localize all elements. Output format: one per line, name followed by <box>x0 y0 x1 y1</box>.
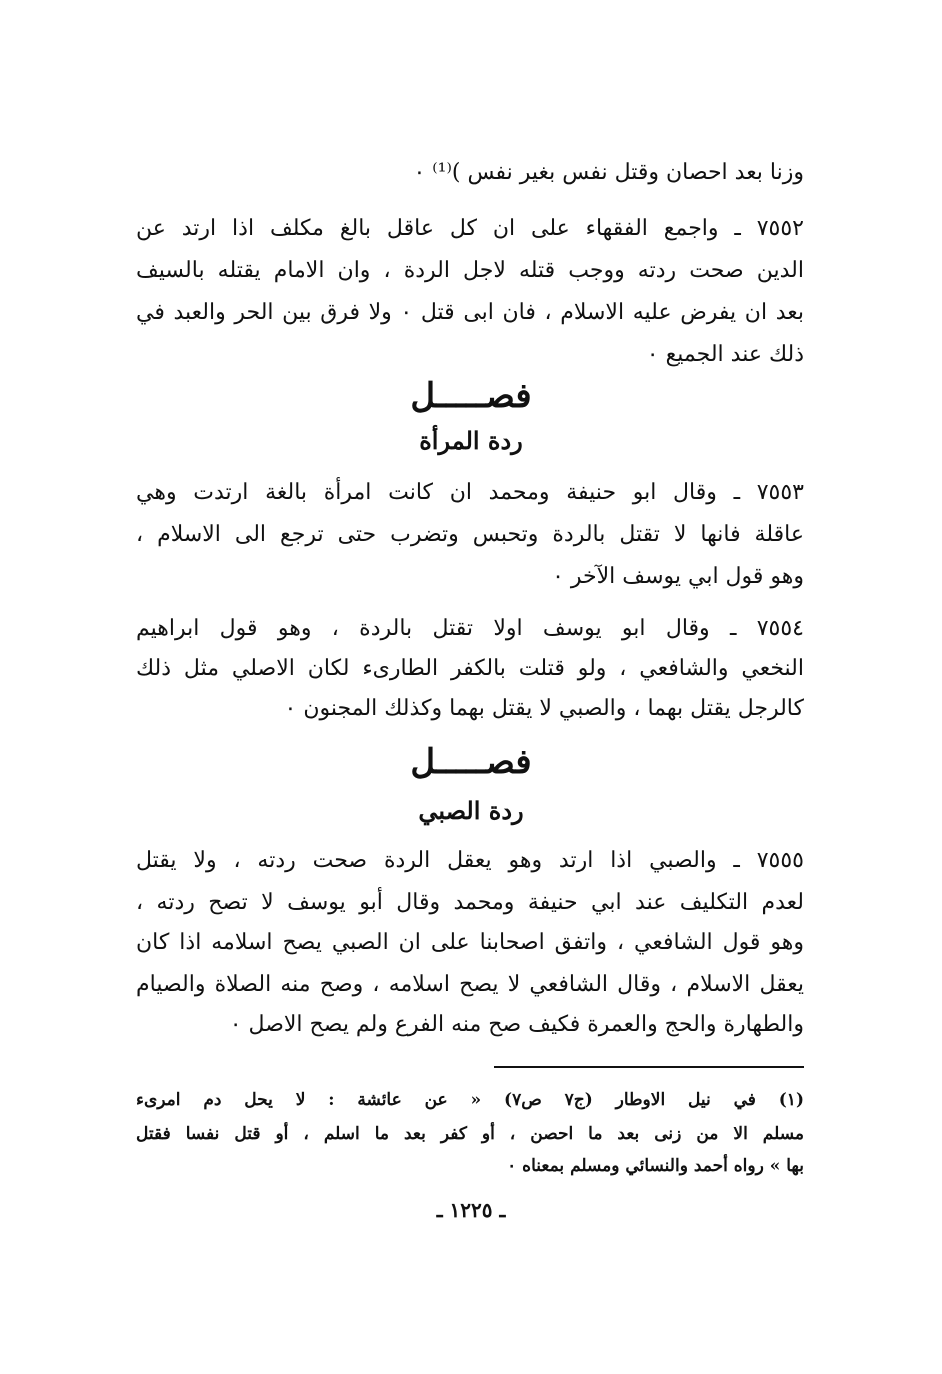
text-line: بعد ان يفرض عليه الاسلام ، فان ابى قتل ٠ ولا فرق بين الحر والعبد في <box>136 300 804 325</box>
footnote-line: بها » رواه أحمد والنسائي ومسلم بمعناه ٠ <box>507 1156 804 1176</box>
text-line: ٧٥٥٣ ـ وقال ابو حنيفة ومحمد ان كانت امرأة بالغة ارتدت وهي <box>136 480 804 505</box>
footnote-separator <box>494 1066 804 1068</box>
text-line: ذلك عند الجميع ٠ <box>646 342 804 367</box>
text-line: وهو قول الشافعي ، واتفق اصحابنا على ان الصبي يصح اسلامه اذا كان <box>136 930 804 955</box>
text-line: يعقل الاسلام ، وقال الشافعي لا يصح اسلامه ، وصح منه الصلاة والصيام <box>136 972 804 997</box>
text-line: لعدم التكليف عند ابي حنيفة ومحمد وقال أبو يوسف لا تصح ردته ، <box>136 890 804 915</box>
text-line: وهو قول ابي يوسف الآخر ٠ <box>552 564 804 589</box>
text-line: والطهارة والحج والعمرة فكيف صح منه الفرع ولم يصح الاصل ٠ <box>229 1012 804 1037</box>
text-line: كالرجل يقتل بهما ، والصبي لا يقتل بهما وكذلك المجنون ٠ <box>284 696 804 721</box>
text-line: ٧٥٥٥ ـ والصبي اذا ارتد وهو يعقل الردة صحت ردته ، ولا يقتل <box>136 848 804 873</box>
section-title: فصـــــل <box>410 742 532 782</box>
text-line: ٧٥٥٤ ـ وقال ابو يوسف اولا تقتل بالردة ، وهو قول ابراهيم <box>136 616 804 641</box>
page-number: ـ ١٢٢٥ ـ <box>436 1198 506 1222</box>
section-subtitle: ردة المرأة <box>419 426 523 455</box>
text-line: الدين صحت ردته ووجب قتله لاجل الردة ، وان الامام يقتله بالسيف <box>136 258 805 283</box>
text-line: ٧٥٥٢ ـ واجمع الفقهاء على ان كل عاقل بالغ مكلف اذا ارتد عن <box>136 216 804 241</box>
text-line: وزنا بعد احصان وقتل نفس بغير نفس )⁽¹⁾ ٠ <box>413 160 804 185</box>
section-subtitle: ردة الصبي <box>418 796 524 825</box>
text-line: النخعي والشافعي ، ولو قتلت بالكفر الطارىء لكان الاصلي مثل ذلك <box>136 656 804 681</box>
footnote-line: (١) في نيل الاوطار (ج٧ ص٧) « عن عائشة : لا يحل دم امرىء <box>136 1090 804 1110</box>
text-line: عاقلة فانها لا تقتل بالردة وتحبس وتضرب حتى ترجع الى الاسلام ، <box>136 522 804 547</box>
footnote-line: مسلم الا من زنى بعد ما احصن ، أو كفر بعد ما اسلم ، أو قتل نفسا فقتل <box>136 1124 804 1144</box>
section-title: فصـــــل <box>410 376 532 416</box>
